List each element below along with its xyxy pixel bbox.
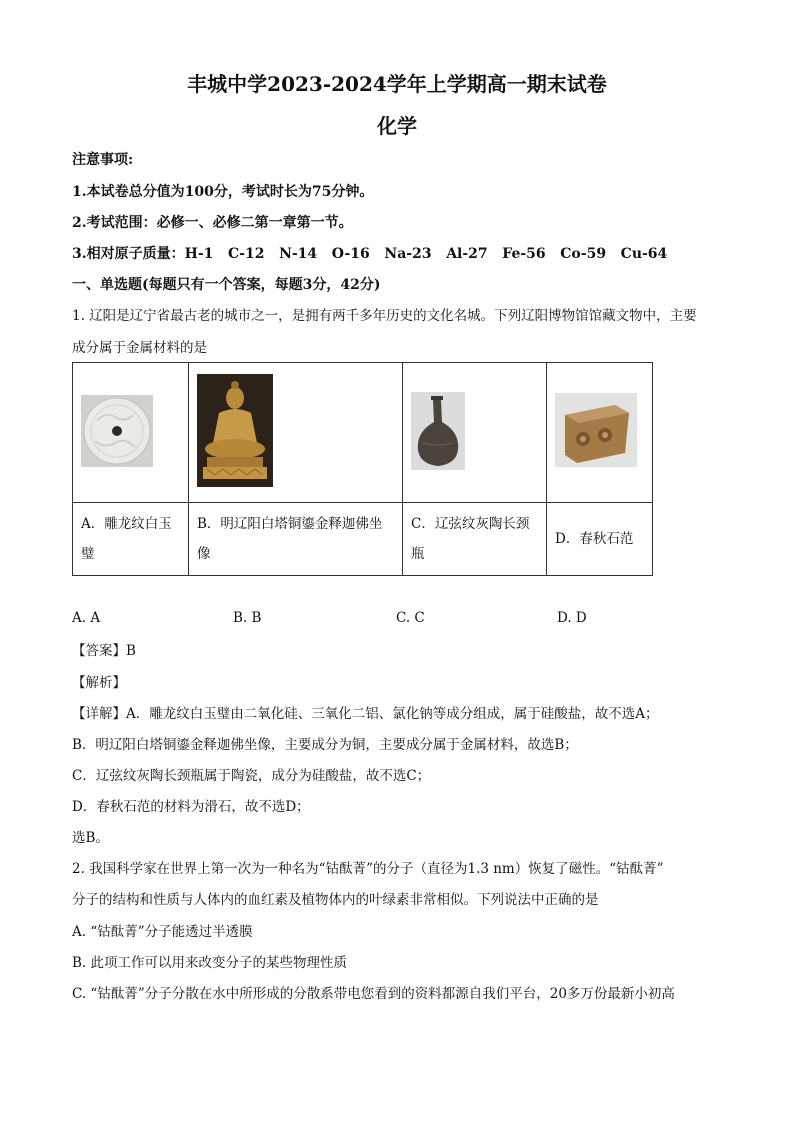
choice-b: B. B bbox=[233, 610, 262, 626]
section-heading: 一、单选题(每题只有一个答案，每题3分，42分) bbox=[72, 277, 381, 293]
exam-title: 丰城中学2023-2024学年上学期高一期末试卷 bbox=[187, 72, 607, 96]
option-c-label: C．辽弦纹灰陶长颈 瓶 bbox=[403, 503, 547, 576]
stone-mold-image bbox=[547, 363, 652, 498]
bronze-buddha-image bbox=[189, 363, 402, 498]
explanation-line: 【详解】A．雕龙纹白玉璧由二氧化硅、三氧化二铝、氯化钠等成分组成，属于硅酸盐，故不选A； bbox=[72, 706, 659, 722]
answer-line: 【答案】B bbox=[72, 643, 136, 659]
q1-stem: 1. 辽阳是辽宁省最古老的城市之一，是拥有两千多年历史的文化名城。下列辽阳博物馆馆藏文物中，主要 bbox=[72, 308, 697, 324]
note-item: 1.本试卷总分值为100分，考试时长为75分钟。 bbox=[72, 184, 374, 200]
q2-stem: 2. 我国科学家在世界上第一次为一种名为“钴酞菁”的分子（直径为1.3 nm）恢复了磁性。“钴酞菁” bbox=[72, 861, 664, 877]
choice-c: C. C bbox=[396, 610, 425, 626]
analysis-heading: 【解析】 bbox=[72, 675, 126, 691]
option-b-image-cell bbox=[189, 363, 403, 503]
choice-d: D. D bbox=[557, 610, 587, 626]
explanation-line: C．辽弦纹灰陶长颈瓶属于陶瓷，成分为硅酸盐，故不选C； bbox=[72, 768, 431, 784]
q2-option: C. “钴酞菁”分子分散在水中所形成的分散系带电您看到的资料都源自我们平台，20多万份最新小初高 bbox=[72, 986, 675, 1002]
q1-options-table bbox=[72, 362, 653, 576]
notes-heading: 注意事项: bbox=[72, 152, 134, 168]
option-a-image-cell bbox=[73, 363, 189, 503]
q2-stem: 分子的结构和性质与人体内的血红素及植物体内的叶绿素非常相似。下列说法中正确的是 bbox=[72, 892, 599, 908]
option-d-image-cell bbox=[547, 363, 653, 503]
explanation-line: 选B。 bbox=[72, 830, 109, 846]
q1-stem: 成分属于金属材料的是 bbox=[72, 340, 207, 356]
q2-option: B. 此项工作可以用来改变分子的某些物理性质 bbox=[72, 955, 348, 971]
option-a-label: A．雕龙纹白玉 璧 bbox=[73, 503, 189, 576]
option-c-image-cell bbox=[403, 363, 547, 503]
jade-bi-disc-image bbox=[73, 363, 188, 498]
explanation-line: B．明辽阳白塔铜鎏金释迦佛坐像，主要成分为铜，主要成分属于金属材料，故选B； bbox=[72, 737, 578, 753]
pottery-vase-image bbox=[403, 363, 546, 498]
explanation-line: D．春秋石范的材料为滑石，故不选D； bbox=[72, 799, 310, 815]
subject-title: 化学 bbox=[377, 114, 417, 138]
note-item: 2.考试范围：必修一、必修二第一章第一节。 bbox=[72, 215, 353, 231]
choice-a: A. A bbox=[72, 610, 101, 626]
note-item: 3.相对原子质量：H-1 C-12 N-14 O-16 Na-23 Al-27 Fe-56 Co-59 Cu-64 bbox=[72, 246, 668, 262]
option-b-label: B．明辽阳白塔铜鎏金释迦佛坐 像 bbox=[189, 503, 403, 576]
q2-option: A. “钴酞菁”分子能透过半透膜 bbox=[72, 924, 253, 940]
option-d-label: D．春秋石范 bbox=[547, 503, 653, 576]
